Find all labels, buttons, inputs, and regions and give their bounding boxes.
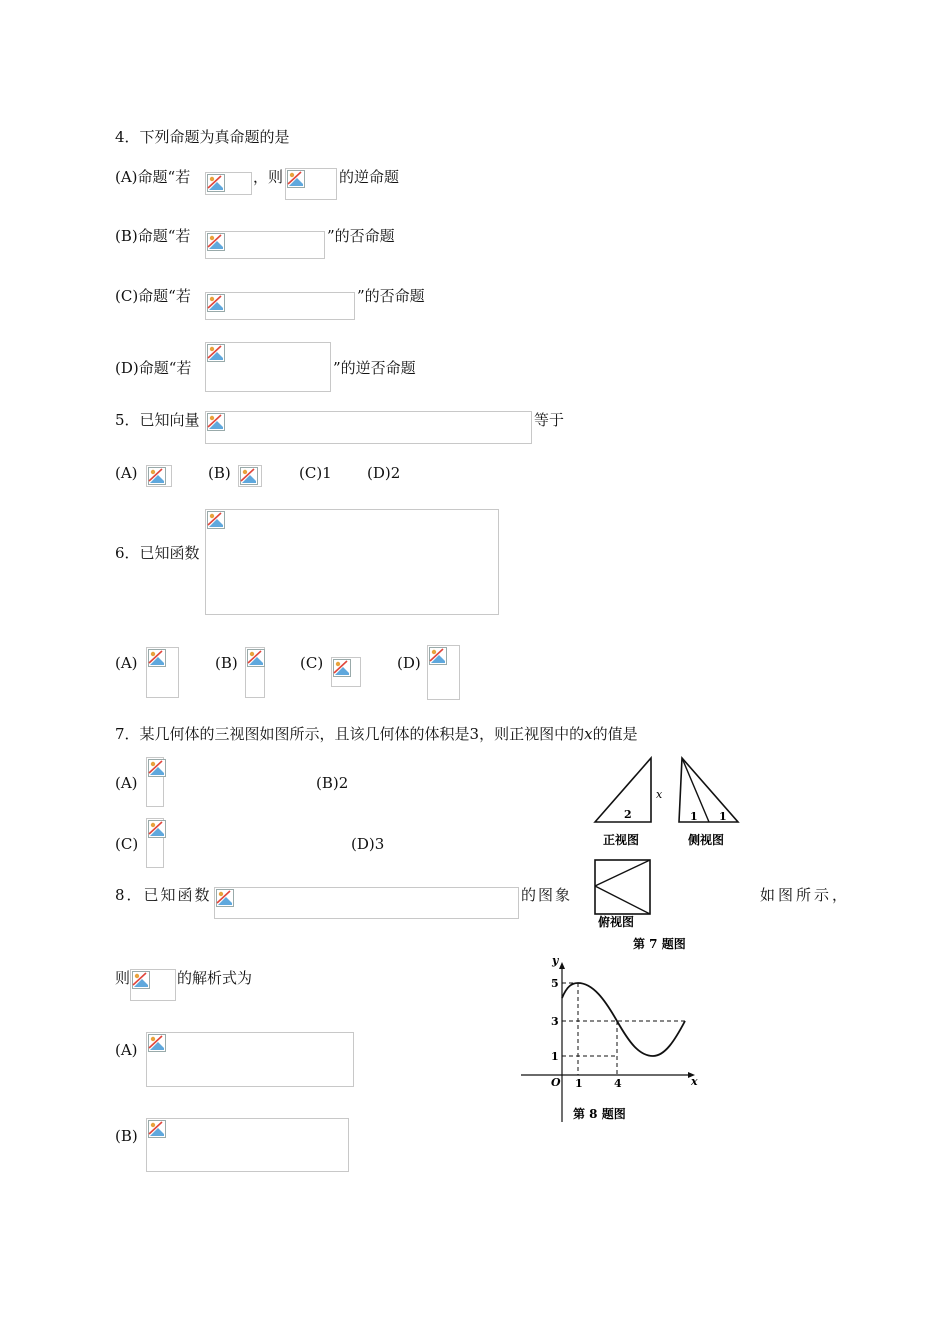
broken-image-icon: [148, 820, 166, 838]
top-view-label: 俯视图: [598, 915, 635, 929]
q8-stem-middle: 的图象: [521, 886, 573, 904]
formula-image-placeholder: [205, 172, 252, 195]
top-view-diagonal-a: [595, 860, 650, 886]
q4-option-c-prefix: (C)命题“若: [115, 287, 191, 305]
q7-stem-variable: x: [584, 725, 593, 743]
broken-image-icon: [333, 659, 351, 677]
formula-image-placeholder: [146, 465, 172, 487]
q5-stem: 5．已知向量: [115, 411, 200, 429]
q8-line2-suffix: 的解析式为: [177, 969, 253, 987]
broken-image-icon: [207, 174, 225, 192]
q5-option-c: (C)1: [299, 464, 332, 482]
formula-image-placeholder: [146, 647, 179, 698]
y-tick-1: 1: [551, 1050, 559, 1063]
broken-image-icon: [148, 467, 166, 485]
y-tick-3: 3: [551, 1015, 559, 1028]
broken-image-icon: [148, 1034, 166, 1052]
q8-option-a: (A): [115, 1041, 138, 1059]
q4-option-b-suffix: ”的否命题: [327, 227, 395, 245]
q5-option-a: (A): [115, 464, 138, 482]
formula-image-placeholder: [331, 657, 361, 687]
q4-option-b-prefix: (B)命题“若: [115, 227, 191, 245]
x-axis-label: x: [691, 1075, 698, 1088]
formula-image-placeholder: [205, 342, 331, 392]
q7-stem-text-end: 的值是: [592, 725, 638, 743]
function-curve: [562, 983, 685, 1056]
q4-option-a-prefix: (A)命题“若: [115, 168, 191, 186]
x-tick-4: 4: [614, 1077, 622, 1090]
formula-image-placeholder: [205, 411, 532, 444]
function-graph-figure: [515, 950, 705, 1130]
q5-option-b: (B): [208, 464, 231, 482]
q8-line2-prefix: 则: [115, 969, 131, 987]
front-view-triangle: [595, 758, 651, 822]
q5-stem-tail: 等于: [534, 411, 565, 429]
q4-option-d-suffix: ”的逆否命题: [333, 359, 416, 377]
broken-image-icon: [207, 344, 225, 362]
q6-option-c: (C): [300, 654, 324, 672]
q7-option-b: (B)2: [316, 774, 349, 792]
front-view-height-label: x: [656, 788, 663, 801]
y-tick-5: 5: [551, 977, 559, 990]
q5-option-d: (D)2: [367, 464, 401, 482]
formula-image-placeholder: [285, 168, 337, 200]
front-view-label: 正视图: [603, 833, 640, 847]
broken-image-icon: [132, 971, 150, 989]
formula-image-placeholder: [205, 292, 355, 320]
q4-option-a-middle: ，则: [253, 168, 284, 186]
side-view-right-label: 1: [719, 810, 727, 823]
q7-stem: [115, 725, 638, 743]
broken-image-icon: [207, 233, 225, 251]
formula-image-placeholder: [146, 1118, 349, 1172]
broken-image-icon: [240, 467, 258, 485]
broken-image-icon: [207, 294, 225, 312]
q6-option-b: (B): [215, 654, 238, 672]
formula-image-placeholder: [205, 509, 499, 615]
front-view-base-label: 2: [624, 808, 632, 821]
x-tick-1: 1: [575, 1077, 583, 1090]
formula-image-placeholder: [427, 645, 460, 700]
formula-image-placeholder: [214, 887, 519, 919]
formula-image-placeholder: [205, 231, 325, 259]
side-view-left-label: 1: [690, 810, 698, 823]
broken-image-icon: [207, 413, 225, 431]
q8-stem-tail: 如图所示，: [760, 886, 851, 904]
q7-option-c: (C): [115, 835, 139, 853]
q4-option-a-suffix: 的逆命题: [339, 168, 400, 186]
q6-stem: 6．已知函数: [115, 544, 200, 562]
broken-image-icon: [148, 1120, 166, 1138]
q6-option-a: (A): [115, 654, 138, 672]
y-axis-label: y: [552, 954, 559, 967]
top-view-rect: [595, 860, 650, 914]
top-view-diagonal-b: [595, 886, 650, 914]
q8-stem: 8．已知函数: [115, 886, 212, 904]
figure-8-caption: 第 8 题图: [573, 1107, 626, 1121]
formula-image-placeholder: [130, 969, 176, 1001]
y-axis-arrow: [559, 962, 565, 969]
broken-image-icon: [429, 647, 447, 665]
origin-label: O: [551, 1076, 561, 1089]
broken-image-icon: [148, 759, 166, 777]
q4-option-d-prefix: (D)命题“若: [115, 359, 192, 377]
q7-stem-text: 7．某几何体的三视图如图所示，且该几何体的体积是3，则正视图中的: [115, 725, 585, 743]
side-view-label: 侧视图: [688, 833, 725, 847]
formula-image-placeholder: [146, 1032, 354, 1087]
q7-option-a: (A): [115, 774, 138, 792]
formula-image-placeholder: [146, 757, 164, 807]
broken-image-icon: [207, 511, 225, 529]
broken-image-icon: [247, 649, 265, 667]
formula-image-placeholder: [146, 818, 164, 868]
q6-option-d: (D): [397, 654, 421, 672]
q7-option-d: (D)3: [351, 835, 385, 853]
broken-image-icon: [216, 889, 234, 907]
q4-stem: 4．下列命题为真命题的是: [115, 128, 290, 146]
three-view-figure: [585, 750, 755, 955]
side-view-triangle: [679, 758, 738, 822]
formula-image-placeholder: [238, 465, 262, 487]
broken-image-icon: [287, 170, 305, 188]
q4-option-c-suffix: ”的否命题: [357, 287, 425, 305]
formula-image-placeholder: [245, 647, 265, 698]
figure-7-caption: 第 7 题图: [633, 937, 686, 951]
q8-option-b: (B): [115, 1127, 138, 1145]
broken-image-icon: [148, 649, 166, 667]
